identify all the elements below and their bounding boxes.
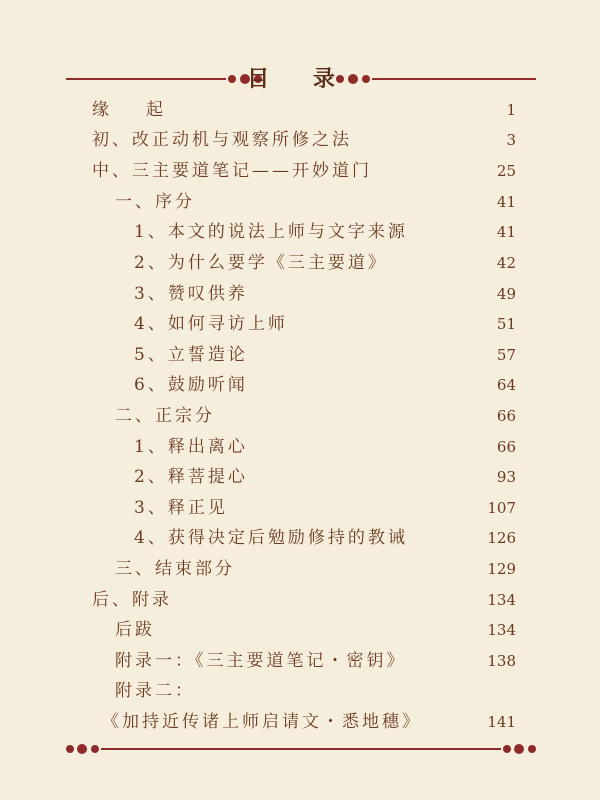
toc-entry-text[interactable]: 1、本文的说法上师与文字来源: [134, 222, 408, 242]
toc-entry-text[interactable]: 二、正宗分: [115, 406, 215, 426]
toc-entry-page: 134: [487, 591, 516, 609]
toc-entry-text[interactable]: 5、立誓造论: [134, 345, 248, 365]
toc-entry-page: 49: [496, 285, 516, 303]
toc-entry-page: 93: [496, 468, 516, 486]
toc-entry-text[interactable]: 2、为什么要学《三主要道》: [134, 253, 388, 273]
toc-entry-text[interactable]: 6、鼓励听闻: [134, 375, 248, 395]
bottom-ornament-rule: [66, 742, 536, 756]
toc-entry-page: 138: [487, 652, 516, 670]
toc-entry-page: 107: [487, 499, 516, 517]
toc-entry-page: 41: [496, 193, 516, 211]
toc-entry-text[interactable]: 一、序分: [115, 192, 195, 212]
toc-entry-text[interactable]: 1、释出离心: [134, 437, 248, 457]
toc-entry-page: 57: [496, 346, 516, 364]
toc-entry-text[interactable]: 2、释菩提心: [134, 467, 248, 487]
toc-entry-text[interactable]: 4、获得决定后勉励修持的教诫: [134, 528, 408, 548]
toc-entry-page: 41: [496, 223, 516, 241]
toc-entry-page: 126: [487, 529, 516, 547]
toc-entry-page: 1: [506, 101, 516, 119]
toc-entry-page: 64: [496, 376, 516, 394]
toc-entry-text[interactable]: 中、三主要道笔记——开妙道门: [92, 161, 372, 181]
toc-entry-text[interactable]: 后、附录: [92, 590, 172, 610]
toc-entry-text[interactable]: 3、释正见: [134, 498, 228, 518]
toc-entry-text[interactable]: 《加持近传诸上师启请文・悉地穗》: [102, 712, 422, 732]
toc-entry-text[interactable]: 后跋: [115, 620, 155, 640]
toc-entry-page: 134: [487, 621, 516, 639]
toc-entry-text[interactable]: 缘 起: [92, 100, 173, 120]
toc-entry-text[interactable]: 3、赞叹供养: [134, 284, 248, 304]
toc-entry-page: 42: [496, 254, 516, 272]
page-title: 目 录: [247, 66, 353, 92]
toc-entry-page: 66: [496, 407, 516, 425]
toc-entry-page: 25: [496, 162, 516, 180]
toc-entry-text[interactable]: 初、改正动机与观察所修之法: [92, 130, 352, 150]
toc-entry-page: 141: [487, 713, 516, 731]
toc-entry-page: 129: [487, 560, 516, 578]
toc-entry-text[interactable]: 附录二：: [115, 681, 195, 701]
toc-entry-page: 3: [506, 131, 516, 149]
toc-entry-text[interactable]: 4、如何寻访上师: [134, 314, 288, 334]
toc-entry-page: 66: [496, 438, 516, 456]
toc-entry-text[interactable]: 附录一：《三主要道笔记・密钥》: [115, 651, 407, 671]
toc-entry-page: 51: [496, 315, 516, 333]
toc-entry-text[interactable]: 三、结束部分: [115, 559, 235, 579]
